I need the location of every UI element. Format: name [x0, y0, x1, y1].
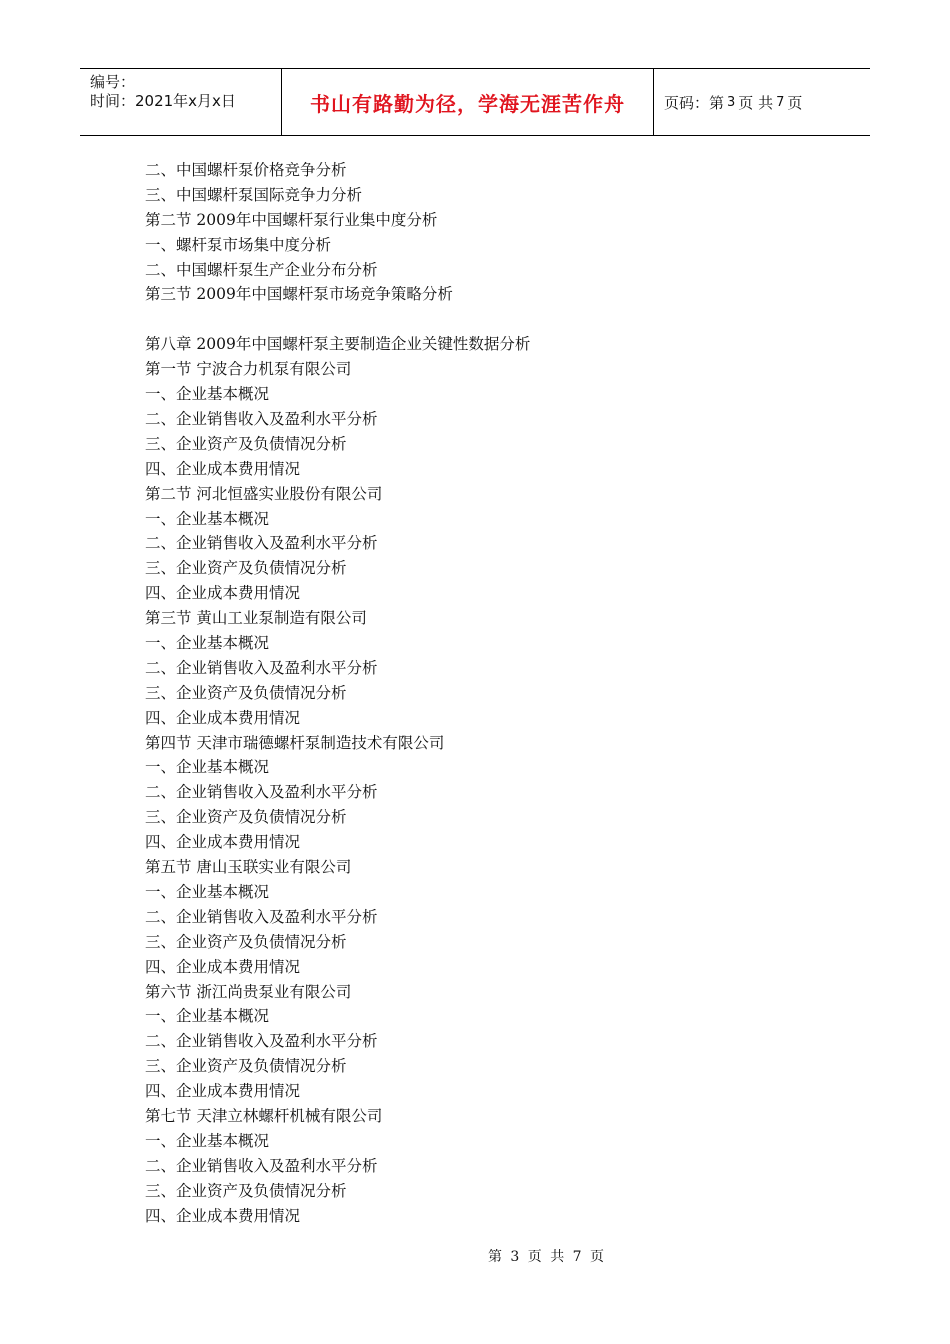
toc-entry: 第七节 天津立林螺杆机械有限公司	[145, 1106, 383, 1125]
time-label: 时间：2021年x月x日	[90, 92, 236, 110]
toc-entry: 一、企业基本概况	[145, 509, 270, 528]
toc-entry: 一、企业基本概况	[145, 385, 270, 404]
toc-entry: 二、企业销售收入及盈利水平分析	[145, 907, 378, 926]
toc-entry: 第五节 唐山玉联实业有限公司	[145, 858, 352, 877]
page-prefix: 页码：第	[664, 93, 725, 112]
toc-entry: 二、企业销售收入及盈利水平分析	[145, 410, 378, 429]
toc-entry: 二、企业销售收入及盈利水平分析	[145, 534, 378, 553]
toc-group-after	[145, 332, 845, 1228]
toc-entry: 三、企业资产及负债情况分析	[145, 1181, 347, 1200]
page-total: 7	[776, 94, 785, 110]
toc-entry: 一、螺杆泵市场集中度分析	[145, 235, 332, 254]
header-page-info	[654, 69, 870, 135]
toc-entry: 第六节 浙江尚贵泵业有限公司	[145, 982, 352, 1001]
toc-entry: 一、企业基本概况	[145, 634, 270, 653]
page-suffix: 页	[787, 93, 803, 112]
toc-entry: 四、企业成本费用情况	[145, 459, 301, 478]
toc-entry: 二、企业销售收入及盈利水平分析	[145, 1032, 378, 1051]
toc-entry: 四、企业成本费用情况	[145, 1082, 301, 1101]
page-footer: 第 3 页 共 7 页	[487, 1249, 605, 1265]
toc-entry: 一、企业基本概况	[145, 882, 270, 901]
toc-entry: 二、企业销售收入及盈利水平分析	[145, 658, 378, 677]
toc-entry: 四、企业成本费用情况	[145, 584, 301, 603]
toc-entry: 三、企业资产及负债情况分析	[145, 1057, 347, 1076]
toc-entry: 第四节 天津市瑞德螺杆泵制造技术有限公司	[145, 733, 445, 752]
toc-entry: 四、企业成本费用情况	[145, 957, 301, 976]
toc-entry: 第八章 2009年中国螺杆泵主要制造企业关键性数据分析	[145, 335, 531, 354]
toc-entry: 三、企业资产及负债情况分析	[145, 683, 347, 702]
toc-entry: 第二节 河北恒盛实业股份有限公司	[145, 484, 383, 503]
toc-entry: 第二节 2009年中国螺杆泵行业集中度分析	[145, 210, 438, 229]
page-current: 3	[727, 94, 736, 110]
serial-label: 编号：	[90, 73, 136, 91]
toc-gap	[145, 307, 845, 332]
header-meta	[80, 69, 282, 135]
toc-entry: 三、企业资产及负债情况分析	[145, 808, 347, 827]
toc-entry: 四、企业成本费用情况	[145, 833, 301, 852]
toc-entry: 二、中国螺杆泵生产企业分布分析	[145, 260, 378, 279]
page-mid: 页 共	[738, 93, 774, 112]
toc-entry: 三、企业资产及负债情况分析	[145, 559, 347, 578]
toc-entry: 一、企业基本概况	[145, 758, 270, 777]
toc-entry: 二、企业销售收入及盈利水平分析	[145, 783, 378, 802]
toc-entry: 第三节 2009年中国螺杆泵市场竞争策略分析	[145, 285, 453, 304]
toc-entry: 三、企业资产及负债情况分析	[145, 932, 347, 951]
toc-entry: 二、企业销售收入及盈利水平分析	[145, 1156, 378, 1175]
toc-entry: 一、企业基本概况	[145, 1007, 270, 1026]
toc-entry: 二、中国螺杆泵价格竞争分析	[145, 161, 347, 179]
toc-group-before	[145, 158, 845, 307]
header-motto: 书山有路勤为径，学海无涯苦作舟	[282, 69, 654, 135]
toc-entry: 四、企业成本费用情况	[145, 708, 301, 727]
toc-entry: 第三节 黄山工业泵制造有限公司	[145, 609, 367, 628]
table-of-contents	[145, 158, 845, 1228]
toc-entry: 四、企业成本费用情况	[145, 1206, 301, 1225]
toc-entry: 三、企业资产及负债情况分析	[145, 434, 347, 453]
toc-entry: 一、企业基本概况	[145, 1131, 270, 1150]
toc-entry: 三、中国螺杆泵国际竞争力分析	[145, 185, 363, 204]
toc-entry: 第一节 宁波合力机泵有限公司	[145, 360, 352, 379]
page-header	[80, 68, 870, 136]
